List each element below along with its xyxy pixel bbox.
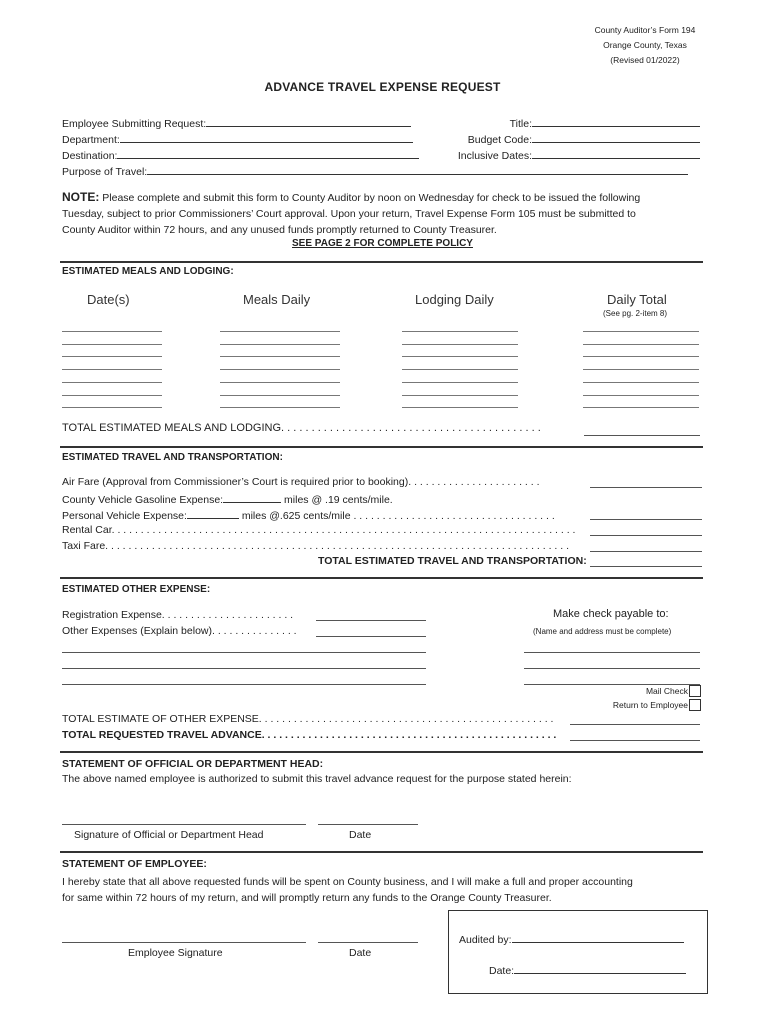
meals-entry-line[interactable]: [220, 407, 340, 408]
revision-date: (Revised 01/2022): [610, 55, 680, 65]
employee-date-line[interactable]: [318, 942, 418, 943]
employee-text: [62, 874, 633, 906]
explain-line[interactable]: [62, 668, 426, 669]
other-expenses-line[interactable]: [316, 636, 426, 637]
payee-line[interactable]: [524, 668, 700, 669]
daily-total-entry-line[interactable]: [583, 331, 699, 332]
meals-entry-line[interactable]: [220, 331, 340, 332]
official-date-line[interactable]: [318, 824, 418, 825]
air-fare-line[interactable]: [590, 487, 702, 488]
travel-total-line[interactable]: [590, 566, 702, 567]
audited-by-label: Audited by:: [459, 934, 512, 946]
destination-label: Destination:: [62, 150, 118, 162]
meals-total-label: TOTAL ESTIMATED MEALS AND LODGING. . . . . . . . . . . . . . . . . . . . . . . . . . . . . . . . . . . . . . . . . . .: [62, 422, 541, 434]
payee-line[interactable]: [524, 652, 700, 653]
personal-vehicle-rate: miles @.625 cents/mile . . . . . . . . . . . . . . . . . . . . . . . . . . . . . . . . . . .: [241, 510, 555, 522]
meals-entry-line[interactable]: [220, 356, 340, 357]
daily-total-entry-line[interactable]: [583, 369, 699, 370]
note-line-3: County Auditor within 72 hours, and any unused funds promptly returned to County Treasurer.: [62, 224, 497, 236]
personal-vehicle-line[interactable]: [590, 519, 702, 520]
meals-total-line[interactable]: [584, 435, 700, 436]
employee-text-line-2: for same within 72 hours of my return, and will promptly return any funds to the Orange County Treasurer.: [62, 892, 552, 904]
other-heading: ESTIMATED OTHER EXPENSE:: [62, 584, 211, 595]
audited-by-field[interactable]: [459, 932, 684, 946]
date-entry-line[interactable]: [62, 369, 162, 370]
date-entry-line[interactable]: [62, 331, 162, 332]
page-title: ADVANCE TRAVEL EXPENSE REQUEST: [264, 80, 501, 94]
employee-heading: STATEMENT OF EMPLOYEE:: [62, 858, 207, 870]
official-heading: STATEMENT OF OFFICIAL OR DEPARTMENT HEAD:: [62, 758, 324, 770]
registration-line[interactable]: [316, 620, 426, 621]
title-label: Title:: [509, 118, 532, 130]
payable-to-label: Make check payable to:: [553, 608, 669, 620]
date-entry-line[interactable]: [62, 344, 162, 345]
meals-entry-line[interactable]: [220, 344, 340, 345]
department-field[interactable]: [62, 132, 413, 146]
audit-box: [448, 910, 708, 994]
official-signature-line[interactable]: [62, 824, 306, 825]
explain-line[interactable]: [62, 684, 426, 685]
employee-signature-label: Employee Signature: [128, 947, 223, 959]
daily-total-entry-line[interactable]: [583, 407, 699, 408]
meals-entry-line[interactable]: [220, 369, 340, 370]
note-line-1: Please complete and submit this form to County Auditor by noon on Wednesday for check to be issued the following: [102, 192, 641, 204]
travel-heading: ESTIMATED TRAVEL AND TRANSPORTATION:: [62, 452, 283, 463]
lodging-entry-line[interactable]: [402, 382, 518, 383]
daily-total-entry-line[interactable]: [583, 356, 699, 357]
lodging-entry-line[interactable]: [402, 331, 518, 332]
employee-text-line-1: I hereby state that all above requested funds will be spent on County business, and I will make a full and proper accounting: [62, 876, 633, 888]
purpose-field[interactable]: [62, 164, 688, 178]
col-total-note: (See pg. 2-item 8): [603, 309, 668, 318]
personal-vehicle-label: Personal Vehicle Expense:: [62, 510, 187, 522]
col-dates-header: Date(s): [87, 292, 130, 307]
audit-date-field[interactable]: [489, 963, 686, 977]
county-vehicle-miles[interactable]: [223, 492, 281, 503]
inclusive-dates-field[interactable]: [458, 148, 700, 162]
audit-date-label: Date:: [489, 965, 515, 977]
county-name: Orange County, Texas: [603, 40, 687, 50]
col-total-header: Daily Total: [607, 292, 667, 307]
policy-link[interactable]: SEE PAGE 2 FOR COMPLETE POLICY: [292, 238, 473, 249]
form-number-header: [570, 23, 720, 68]
col-meals-header: Meals Daily: [243, 292, 311, 307]
col-lodging-header: Lodging Daily: [415, 292, 494, 307]
title-field[interactable]: [510, 116, 700, 130]
registration-label: Registration Expense. . . . . . . . . . . . . . . . . . . . . . .: [62, 609, 294, 621]
note-label: NOTE:: [62, 190, 100, 204]
rental-car-line[interactable]: [590, 535, 702, 536]
budget-code-label: Budget Code:: [467, 134, 532, 146]
lodging-entry-line[interactable]: [402, 356, 518, 357]
total-other-label: TOTAL ESTIMATE OF OTHER EXPENSE. . . . . . . . . . . . . . . . . . . . . . . . . . . . . . . . . . . . . . . . . . . . . . . . . . .: [62, 713, 554, 725]
note-line-2: Tuesday, subject to prior Commissioners’ Court approval. Upon your return, Travel Expense Form 105 must be submitted to: [62, 208, 636, 220]
lodging-entry-line[interactable]: [402, 369, 518, 370]
mail-check-label: Mail Check: [645, 686, 688, 696]
daily-total-entry-line[interactable]: [583, 344, 699, 345]
personal-vehicle-row: [62, 508, 555, 522]
daily-total-entry-line[interactable]: [583, 395, 699, 396]
form-number: County Auditor’s Form 194: [594, 25, 696, 35]
date-entry-line[interactable]: [62, 395, 162, 396]
total-other-line[interactable]: [570, 724, 700, 725]
lodging-entry-line[interactable]: [402, 344, 518, 345]
employee-label: Employee Submitting Request:: [62, 118, 207, 130]
return-to-employee-checkbox[interactable]: [689, 699, 701, 711]
budget-code-field[interactable]: [468, 132, 700, 146]
section-divider: [60, 261, 703, 263]
date-entry-line[interactable]: [62, 356, 162, 357]
personal-vehicle-miles[interactable]: [187, 508, 239, 519]
meals-entry-line[interactable]: [220, 395, 340, 396]
section-divider: [60, 446, 703, 448]
note-block: [62, 189, 640, 238]
date-entry-line[interactable]: [62, 382, 162, 383]
meals-heading: ESTIMATED MEALS AND LODGING:: [62, 266, 234, 277]
official-text: The above named employee is authorized to submit this travel advance request for the purpose stated herein:: [62, 773, 572, 785]
total-requested-label: TOTAL REQUESTED TRAVEL ADVANCE. . . . . . . . . . . . . . . . . . . . . . . . . . . . . . . . . . . . . . . . . . . . . . . . . . .: [62, 729, 557, 741]
meals-entry-line[interactable]: [220, 382, 340, 383]
department-label: Department:: [62, 134, 120, 146]
official-signature-label: Signature of Official or Department Head: [74, 829, 264, 841]
county-vehicle-row: [62, 492, 393, 506]
section-divider: [60, 851, 703, 853]
official-date-label: Date: [349, 829, 372, 841]
taxi-fare-line[interactable]: [590, 551, 702, 552]
lodging-entry-line[interactable]: [402, 395, 518, 396]
destination-field[interactable]: [62, 148, 419, 162]
rental-car-label: Rental Car. . . . . . . . . . . . . . . . . . . . . . . . . . . . . . . . . . . . . . . . . . . . . . . . . . . . . . . . . . . . . . . . . . . . . . . . . . . . . . . .: [62, 524, 576, 536]
payable-note: (Name and address must be complete): [533, 627, 672, 636]
employee-field[interactable]: [62, 116, 411, 130]
employee-signature-line[interactable]: [62, 942, 306, 943]
section-divider: [60, 751, 703, 753]
employee-date-label: Date: [349, 947, 372, 959]
explain-line[interactable]: [62, 652, 426, 653]
taxi-fare-label: Taxi Fare. . . . . . . . . . . . . . . . . . . . . . . . . . . . . . . . . . . . . . . . . . . . . . . . . . . . . . . . . . . . . . . . . . . . . . . . . . . . . . . .: [62, 540, 570, 552]
other-expenses-label: Other Expenses (Explain below). . . . . . . . . . . . . . .: [62, 625, 297, 637]
county-vehicle-rate: miles @ .19 cents/mile.: [284, 494, 393, 506]
air-fare-label: Air Fare (Approval from Commissioner’s Court is required prior to booking). . . . . . . . . . . . . . . . . . . . . . .: [62, 476, 540, 488]
purpose-label: Purpose of Travel:: [62, 166, 148, 178]
date-entry-line[interactable]: [62, 407, 162, 408]
daily-total-entry-line[interactable]: [583, 382, 699, 383]
return-to-employee-label: Return to Employee: [612, 700, 688, 710]
mail-check-checkbox[interactable]: [689, 685, 701, 697]
travel-total-label: TOTAL ESTIMATED TRAVEL AND TRANSPORTATION:: [318, 555, 587, 567]
section-divider: [60, 577, 703, 579]
inclusive-dates-label: Inclusive Dates:: [457, 150, 532, 162]
lodging-entry-line[interactable]: [402, 407, 518, 408]
total-requested-line[interactable]: [570, 740, 700, 741]
county-vehicle-label: County Vehicle Gasoline Expense:: [62, 494, 224, 506]
payee-line[interactable]: [524, 684, 700, 685]
